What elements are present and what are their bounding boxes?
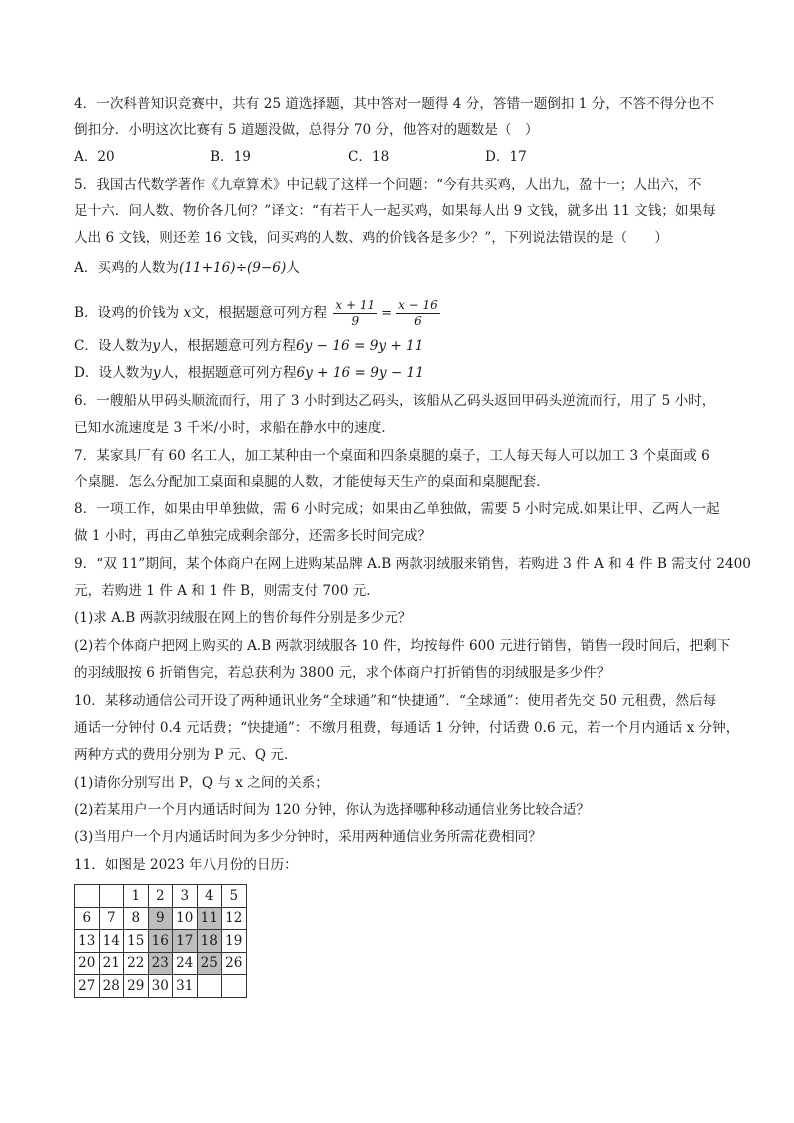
- q5-option-a-math: (11+16)÷(9−6): [178, 260, 287, 276]
- q10-line-2: 通话一分钟付 0.4 元话费；“快捷通”：不缴月租费，每通话 1 分钟，付话费 0.6 元，若一个月内通话 x 分钟，: [74, 720, 740, 736]
- calendar-cell: 24: [173, 952, 198, 975]
- calendar-cell: 7: [99, 907, 124, 930]
- q7-line-2: 个桌腿．怎么分配加工桌面和桌腿的人数，才能使每天生产的桌面和桌腿配套．: [74, 474, 550, 490]
- q6-line-1: 6．一艘船从甲码头顺流而行，用了 3 小时到达乙码头，该船从乙码头返回甲码头逆流而行，用了 5 小时，: [74, 393, 716, 409]
- calendar-cell: 19: [222, 930, 247, 953]
- q5-option-d-text: D．设人数为: [74, 365, 153, 381]
- calendar-cell: 25: [197, 952, 222, 975]
- calendar-row: [75, 930, 247, 953]
- calendar-cell: 22: [124, 952, 149, 975]
- fraction-right: [396, 298, 440, 329]
- calendar-row: [75, 952, 247, 975]
- q5-option-a-unit: 人: [286, 260, 300, 276]
- q5-option-d-math: 6y + 16 = 9y − 11: [296, 365, 424, 381]
- august-calendar-table: [74, 884, 247, 998]
- calendar-cell: 21: [99, 952, 124, 975]
- calendar-cell: 26: [222, 952, 247, 975]
- q5-line-1: 5．我国古代数学著作《九章算术》中记载了这样一个问题：“今有共买鸡，人出九，盈十一；人出六，不: [74, 177, 702, 193]
- calendar-cell: 28: [99, 975, 124, 998]
- fraction-left-numerator: x + 11: [335, 298, 376, 312]
- q9-line-1: 9．“双 11”期间，某个体商户在网上进购某品牌 A.B 两款羽绒服来销售，若购进 3 件 A 和 4 件 B 需支付 2400: [74, 556, 751, 572]
- calendar-cell: 6: [75, 907, 100, 930]
- q4-option-c: C．18: [348, 149, 390, 165]
- q9-sub-2-line-2: 的羽绒服按 6 折销售完，若总获利为 3800 元，求个体商户打折销售的羽绒服是多少件？: [74, 665, 611, 681]
- calendar-cell: 11: [197, 907, 222, 930]
- calendar-cell: 16: [148, 930, 173, 953]
- q5-option-b-text: B．设鸡的价钱为: [74, 305, 180, 321]
- calendar-cell: 18: [197, 930, 222, 953]
- q10-line-1: 10．某移动通信公司开设了两种通讯业务“全球通”和“快捷通”．“全球通”：使用者先交 50 元租费，然后每: [74, 693, 717, 709]
- calendar-cell: [99, 885, 124, 908]
- calendar-cell: 23: [148, 952, 173, 975]
- calendar-cell: [75, 885, 100, 908]
- calendar-row: [75, 885, 247, 908]
- q4-option-a: A．20: [74, 149, 115, 165]
- calendar-cell: 31: [173, 975, 198, 998]
- calendar-cell: [197, 975, 222, 998]
- q4-line-1: 4．一次科普知识竞赛中，共有 25 道选择题，其中答对一题得 4 分，答错一题倒扣 1 分，不答不得分也不: [74, 96, 715, 112]
- calendar-row: [75, 975, 247, 998]
- calendar-cell: 17: [173, 930, 198, 953]
- q9-sub-2-line-1: (2)若个体商户把网上购买的 A.B 两款羽绒服各 10 件，均按每件 600 元进行销售，销售一段时间后，把剩下: [74, 638, 731, 654]
- q11-line-1: 11．如图是 2023 年八月份的日历：: [74, 857, 298, 873]
- q5-option-a: [74, 258, 724, 278]
- calendar-cell: 30: [148, 975, 173, 998]
- q5-option-a-text: A．买鸡的人数为: [74, 260, 179, 276]
- q5-option-d-var: y: [152, 365, 161, 381]
- fraction-left: [333, 298, 377, 329]
- calendar-cell: 13: [75, 930, 100, 953]
- q10-sub-1: (1)请你分别写出 P，Q 与 x 之间的关系；: [74, 775, 329, 791]
- calendar-cell: 4: [197, 885, 222, 908]
- q10-line-3: 两种方式的费用分别为 P 元、Q 元．: [74, 747, 298, 763]
- q8-line-2: 做 1 小时，再由乙单独完成剩余部分，还需多长时间完成？: [74, 528, 432, 544]
- calendar-cell: [222, 975, 247, 998]
- q8-line-1: 8．一项工作，如果由甲单独做，需 6 小时完成；如果由乙单独做，需要 5 小时完成.如果让甲、乙两人一起: [74, 501, 720, 517]
- calendar-cell: 27: [75, 975, 100, 998]
- q4-line-2: 倒扣分．小明这次比赛有 5 道题没做，总得分 70 分，他答对的题数是（ ）: [74, 122, 539, 138]
- calendar-cell: 3: [173, 885, 198, 908]
- fraction-right-denominator: 6: [414, 314, 422, 328]
- calendar-cell: 8: [124, 907, 149, 930]
- q10-sub-2: (2)若某用户一个月内通话时间为 120 分钟，你认为选择哪种移动通信业务比较合适？: [74, 802, 591, 818]
- calendar-cell: 14: [99, 930, 124, 953]
- q4-option-b: B．19: [210, 149, 251, 165]
- equals-sign: =: [381, 305, 393, 321]
- calendar-cell: 29: [124, 975, 149, 998]
- q5-option-b-var: x: [183, 305, 192, 321]
- q5-option-c-text: C．设人数为: [74, 338, 153, 354]
- calendar-row: [75, 907, 247, 930]
- q5-line-2: 足十六．问人数、物价各几何？”译文：“有若干人一起买鸡，如果每人出 9 文钱，就多出 11 文钱；如果每: [74, 203, 716, 219]
- fraction-right-numerator: x − 16: [398, 298, 438, 312]
- q5-option-c-math: 6y − 16 = 9y + 11: [296, 338, 424, 354]
- q10-sub-3: (3)当用户一个月内通话时间为多少分钟时，采用两种通信业务所需花费相同？: [74, 829, 542, 845]
- fraction-left-denominator: 9: [351, 314, 360, 328]
- q5-option-b-text2: 文，根据题意可列方程: [191, 305, 328, 321]
- q5-option-c-var: y: [152, 338, 161, 354]
- q9-line-2: 元，若购进 1 件 A 和 1 件 B，则需支付 700 元．: [74, 583, 380, 599]
- q4-option-d: D．17: [485, 149, 527, 165]
- q9-sub-1: (1)求 A.B 两款羽绒服在网上的售价每件分别是多少元？: [74, 610, 412, 626]
- calendar-cell: 12: [222, 907, 247, 930]
- calendar-cell: 20: [75, 952, 100, 975]
- calendar-cell: 2: [148, 885, 173, 908]
- calendar-cell: 5: [222, 885, 247, 908]
- calendar-cell: 10: [173, 907, 198, 930]
- calendar-cell: 9: [148, 907, 173, 930]
- q5-option-d: [74, 363, 724, 383]
- q5-option-c-text2: 人，根据题意可列方程: [160, 338, 296, 354]
- calendar-cell: 1: [124, 885, 149, 908]
- q5-line-3: 人出 6 文钱，则还差 16 文钱，问买鸡的人数、鸡的价钱各是多少？”，下列说法错误的是（ ）: [74, 230, 668, 246]
- q5-option-b: [74, 297, 724, 329]
- q6-line-2: 已知水流速度是 3 千米/小时，求船在静水中的速度．: [74, 420, 395, 436]
- q7-line-1: 7．某家具厂有 60 名工人，加工某种由一个桌面和四条桌腿的桌子，工人每天每人可以加工 3 个桌面或 6: [74, 448, 710, 464]
- q5-option-c: [74, 336, 724, 356]
- calendar-cell: 15: [124, 930, 149, 953]
- q5-option-d-text2: 人，根据题意可列方程: [160, 365, 297, 381]
